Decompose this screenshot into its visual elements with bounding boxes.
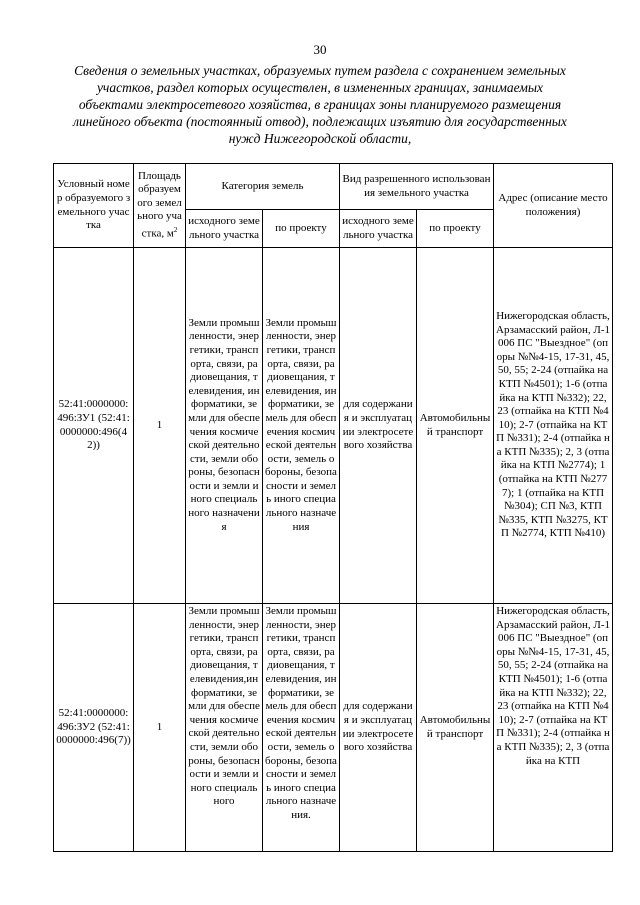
document-heading: Сведения о земельных участках, образуемых путем раздела с сохранением земельных участков, раздел которых осуществлен, в измененных границах, занимаемых объектами электросетевого хозяйства, в границах зоны планируемого размещения линейного объекта (постоянный отвод), подлежащих изъятию для государственных нужд Нижегородской области, xyxy=(73,63,567,146)
cell-use-original: для содержания и эксплуатации электросетевого хозяйства xyxy=(340,248,417,604)
table-row xyxy=(54,604,613,852)
cell-area: 1 xyxy=(134,604,186,852)
header-area-text: Площадь образуемого земельного участка, м xyxy=(137,169,182,240)
header-address: Адрес (описание местоположения) xyxy=(494,164,613,248)
cell-category-original: Земли промышленности, энергетики, транспорта, связи, радиовещания, телевидения, информатики, земли для обеспечения космической деятельности, земли обороны, безопасности и земли иного специального назначения xyxy=(186,248,263,604)
cell-address: Нижегородская область, Арзамасский район, Л-1006 ПС "Выездное" (опоры №№4-15, 17-31, 45, 50, 55; 2-24 (отпайка на КТП №4501); 1-6 (отпайка на КТП №332); 22, 23 (отпайка на КТП №410); 2-7 (отпайка на КТП №331); 2-4 (отпайка на КТП №335); 2, 3 (отпайка на КТП xyxy=(494,604,613,852)
cell-category-original: Земли промышленности, энергетики, транспорта, связи, радиовещания, телевидения,информатики, земли для обеспечения космической деятельности, земли обороны, безопасности и земли иного специального xyxy=(186,604,263,852)
header-land-category: Категория земель xyxy=(186,164,340,210)
cell-area: 1 xyxy=(134,248,186,604)
cell-use-project: Автомобильный транспорт xyxy=(417,604,494,852)
header-area xyxy=(134,164,186,248)
page-number: 30 xyxy=(313,42,327,57)
cell-use-original: для содержания и эксплуатации электросетевого хозяйства xyxy=(340,604,417,852)
cell-use-project: Автомобильный транспорт xyxy=(417,248,494,604)
header-conditional-number: Условный номер образуемого земельного участка xyxy=(54,164,134,248)
header-area-unit-exponent: 2 xyxy=(173,226,178,235)
land-plots-table xyxy=(53,163,613,852)
table-row xyxy=(54,248,613,604)
header-row-1 xyxy=(54,164,613,210)
cell-number: 52:41:0000000:496:ЗУ2 (52:41:0000000:496(7)) xyxy=(54,604,134,852)
cell-address: Нижегородская область, Арзамасский район, Л-1006 ПС "Выездное" (опоры №№4-15, 17-31, 45, 50, 55; 2-24 (отпайка на КТП №4501); 1-6 (отпайка на КТП №332); 22, 23 (отпайка на КТП №410); 2-7 (отпайка на КТП №331); 2-4 (отпайка на КТП №335); 2, 3 (отпайка на КТП №2774); 1 (отпайка на КТП №2777); 1 (отпайка на КТП №304); СП №3, КТП №335, КТП №3275, КТП №2774, КТП №410) xyxy=(494,248,613,604)
header-category-original: исходного земельного участка xyxy=(186,210,263,248)
cell-number: 52:41:0000000:496:ЗУ1 (52:41:0000000:496(42)) xyxy=(54,248,134,604)
cell-category-project: Земли промышленности, энергетики, транспорта, связи, радиовещания, телевидения, информатики, земель для обеспечения космической деятельности, земель обороны, безопасности и земель иного специального назначения. xyxy=(263,604,340,852)
header-permitted-use: Вид разрешенного использования земельного участка xyxy=(340,164,494,210)
header-use-project: по проекту xyxy=(417,210,494,248)
header-use-original: исходного земельного участка xyxy=(340,210,417,248)
cell-category-project: Земли промышленности, энергетики, транспорта, связи, радиовещания, телевидения, информатики, земель для обеспечения космической деятельности, земель обороны, безопасности и земель иного специального назначения xyxy=(263,248,340,604)
header-category-project: по проекту xyxy=(263,210,340,248)
